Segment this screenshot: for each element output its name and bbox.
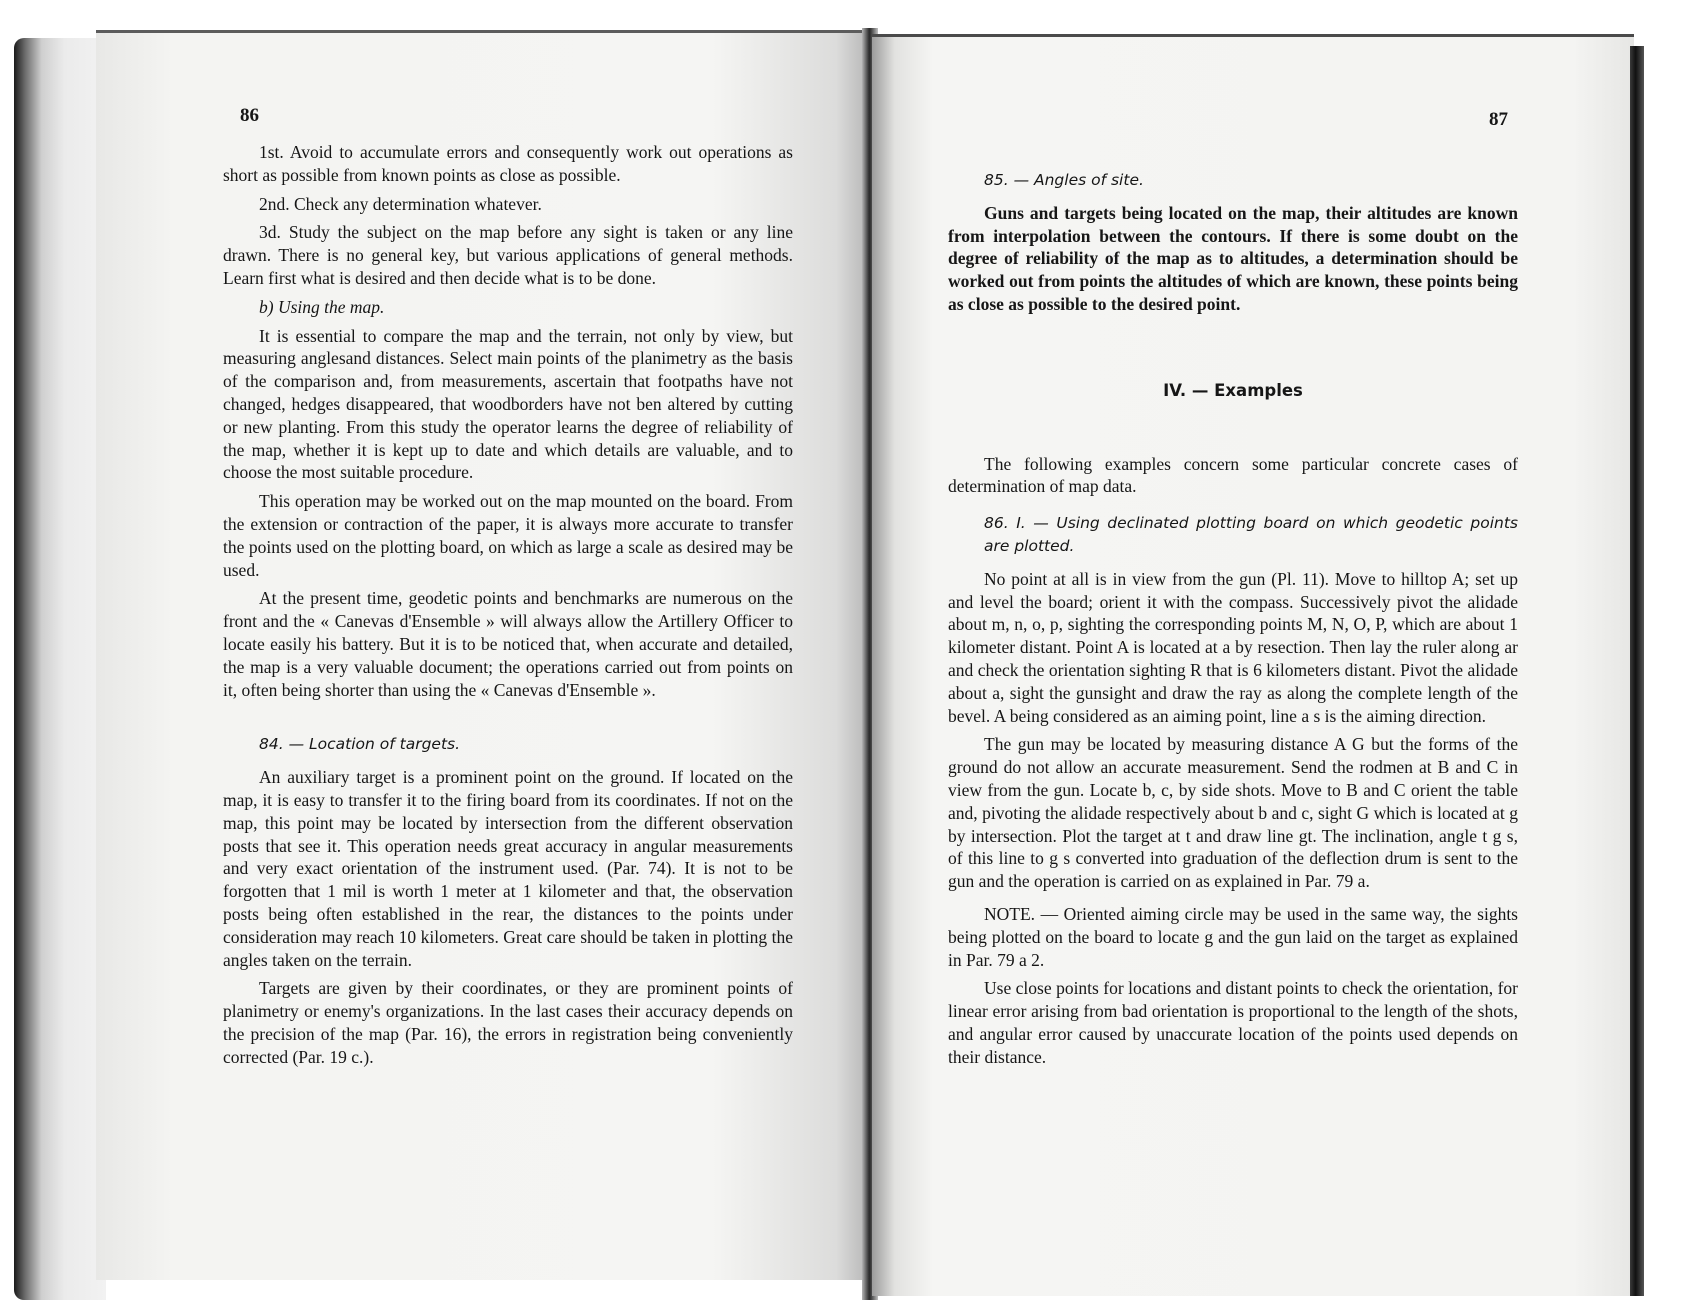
paragraph: The following examples concern some particular concrete cases of determination of map data.: [948, 453, 1518, 497]
right-text-block: [948, 161, 1518, 1075]
right-page: [872, 34, 1634, 1296]
section-heading-85: 85. — Angles of site.: [984, 171, 1144, 189]
section-heading-86: 86. I. — Using declinated plotting board on which geodetic points are plotted.: [984, 514, 1518, 555]
section-heading-84: 84. — Location of targets.: [259, 735, 461, 754]
paragraph: At the present time, geodetic points and benchmarks are numerous on the front and the « Canevas d'Ensemble » will always allow the Artillery Officer to locate easily his battery. But it is to be noticed that, when accurate and detailed, the map is a very valuable document; the operations carried out from points on it, often being shorter than using the « Canevas d'Ensemble ».: [223, 588, 793, 700]
note-paragraph: NOTE. — Oriented aiming circle may be used in the same way, the sights being plotted on the board to locate g and the gun laid on the target as explained in Par. 79 a 2.: [948, 903, 1518, 970]
page-number-right: 87: [1489, 109, 1508, 130]
left-page: [96, 30, 867, 1280]
paragraph: Guns and targets being located on the map, their altitudes are known from interpolation between the contours. If there is some doubt on the degree of reliability of the map as to altitudes, a determination should be worked out from points the altitudes of which are known, these points being as close as possible to the desired point.: [948, 202, 1518, 314]
left-text-block: [223, 141, 793, 1074]
page-right-edge: [1630, 46, 1644, 1296]
page-number-left: 86: [240, 105, 259, 126]
subsection-heading: b) Using the map.: [259, 296, 385, 317]
paragraph: 3d. Study the subject on the map before any sight is taken or any line drawn. There is no general key, but various applications of general methods. Learn first what is desired and then decide what is to be done.: [223, 222, 793, 288]
paragraph: The gun may be located by measuring distance A G but the forms of the ground do not allow an accurate measurement. Send the rodmen at B and C in view from the gun. Locate b, c, by side shots. Move to B and C orient the table and, pivoting the alidade respectively about b and c, sight G which is located at g by intersection. Plot the target at t and draw line gt. The inclination, angle t g s, of this line to g s converted into graduation of the deflection drum is sent to the gun and the operation is carried on as explained in Par. 79 a.: [948, 734, 1518, 892]
paragraph: Targets are given by their coordinates, or they are prominent points of planimetry or enemy's organizations. In the last cases their accuracy depends on the precision of the map (Par. 16), the errors in registration being conveniently corrected (Par. 19 c.).: [223, 978, 793, 1067]
paragraph: 1st. Avoid to accumulate errors and consequently work out operations as short as possible from known points as close as possible.: [223, 142, 793, 185]
paragraph: 2nd. Check any determination whatever.: [259, 193, 542, 214]
paragraph: It is essential to compare the map and the terrain, not only by view, but measuring anglesand distances. Select main points of the planimetry as the basis of the comparison and, from measurements, ascertain that footpaths have not changed, hedges disappeared, that woodborders have not ben altered by cutting or new planting. From this study the operator learns the degree of reliability of the map, whether it is kept up to date and which details are valuable, and to choose the most suitable procedure.: [223, 325, 793, 483]
paragraph: Use close points for locations and distant points to check the orientation, for linear error arising from bad orientation is proportional to the length of the shots, and angular error caused by unaccurate location of the points used depends on their distance.: [948, 978, 1518, 1067]
paragraph: No point at all is in view from the gun (Pl. 11). Move to hilltop A; set up and level the board; orient it with the compass. Successively pivot the alidade about m, n, o, p, sighting the corresponding points M, N, O, P, which are about 1 kilometer distant. Point A is located at a by resection. Then lay the ruler along ar and check the orientation sighting R that is 6 kilometers distant. Pivot the alidade about a, sight the gunsight and draw the ray as along the complete length of the bevel. A being considered as an aiming point, line a s is the aiming direction.: [948, 568, 1518, 726]
page-stack-edge: [14, 38, 106, 1300]
paragraph: An auxiliary target is a prominent point on the ground. If located on the map, it is easy to transfer it to the firing board from its coordinates. If not on the map, this point may be located by intersection from the different observation posts that see it. This operation needs great accuracy in angular measurements and very exact orientation of the instrument used. (Par. 74). It is not to be forgotten that 1 mil is worth 1 meter at 1 kilometer and that, the observation posts being often established in the rear, the distances to the points under consideration may reach 10 kilometers. Great care should be taken in plotting the angles taken on the terrain.: [223, 767, 793, 970]
paragraph: This operation may be worked out on the map mounted on the board. From the extension or contraction of the paper, it is always more accurate to transfer the points used on the plotting board, on which as large a scale as desired may be used.: [223, 491, 793, 580]
chapter-heading: IV. — Examples: [1163, 380, 1303, 400]
